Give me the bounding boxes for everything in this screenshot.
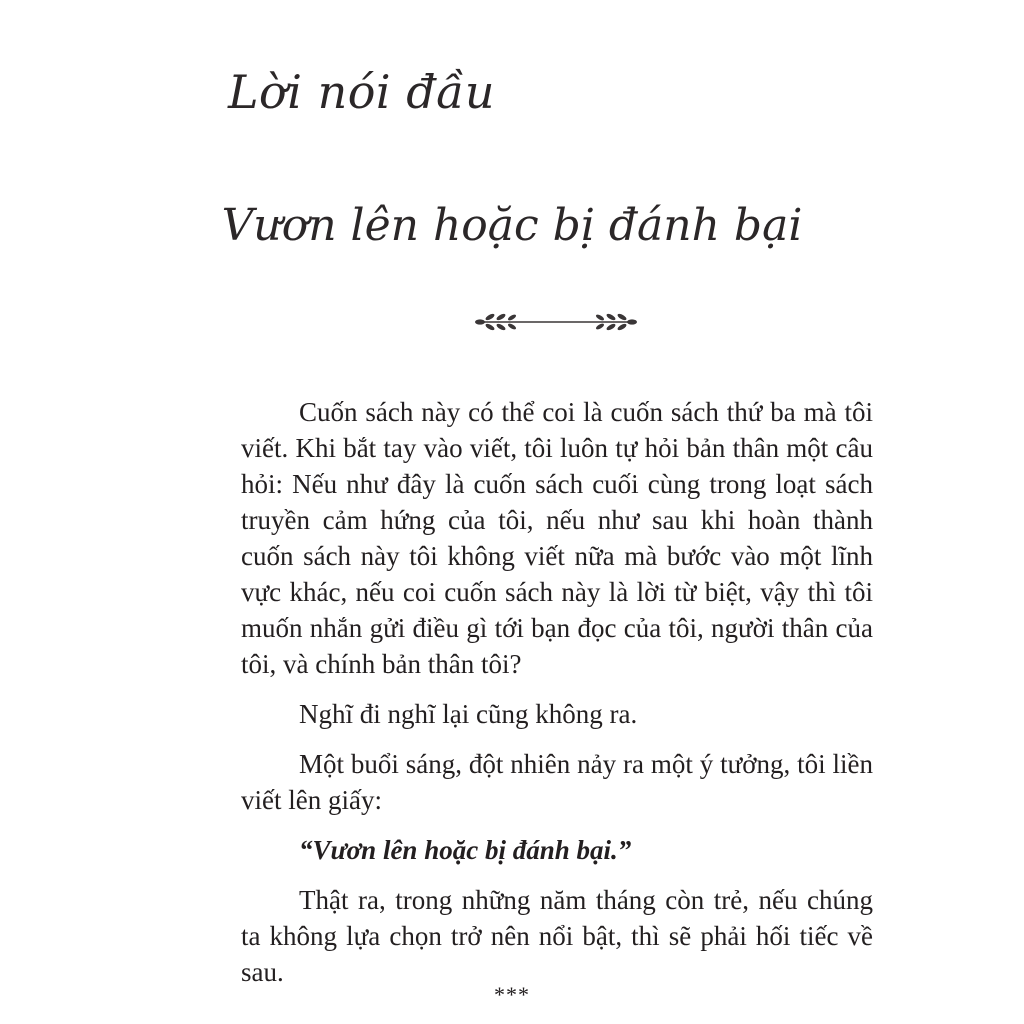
quote-paragraph: “Vươn lên hoặc bị đánh bại.” [299,835,632,865]
section-separator: *** [494,982,530,1007]
leaf-branch-divider-icon [472,308,640,336]
paragraph: Một buổi sáng, đột nhiên nảy ra một ý tưởng, tôi liền viết lên giấy: [241,749,873,815]
paragraph: Nghĩ đi nghĩ lại cũng không ra. [299,699,638,729]
paragraph: Cuốn sách này có thể coi là cuốn sách thứ ba mà tôi viết. Khi bắt tay vào viết, tôi luôn tự hỏi bản thân một câu hỏi: Nếu như đây là cuốn sách cuối cùng trong loạt sách truyền cảm hứng của tôi, nếu như sau khi hoàn thành cuốn sách này tôi không viết nữa mà bước vào một lĩnh vực khác, nếu coi cuốn sách này là lời từ biệt, vậy thì tôi muốn nhắn gửi điều gì tới bạn đọc của tôi, người thân của tôi, và chính bản thân tôi? [241,397,873,679]
chapter-title: Vươn lên hoặc bị đánh bại [221,200,803,251]
section-heading: Lời nói đầu [228,65,495,119]
body-text [241,394,873,1004]
paragraph: Thật ra, trong những năm tháng còn trẻ, nếu chúng ta không lựa chọn trở nên nổi bật, thì sẽ phải hối tiếc về sau. [241,885,873,987]
